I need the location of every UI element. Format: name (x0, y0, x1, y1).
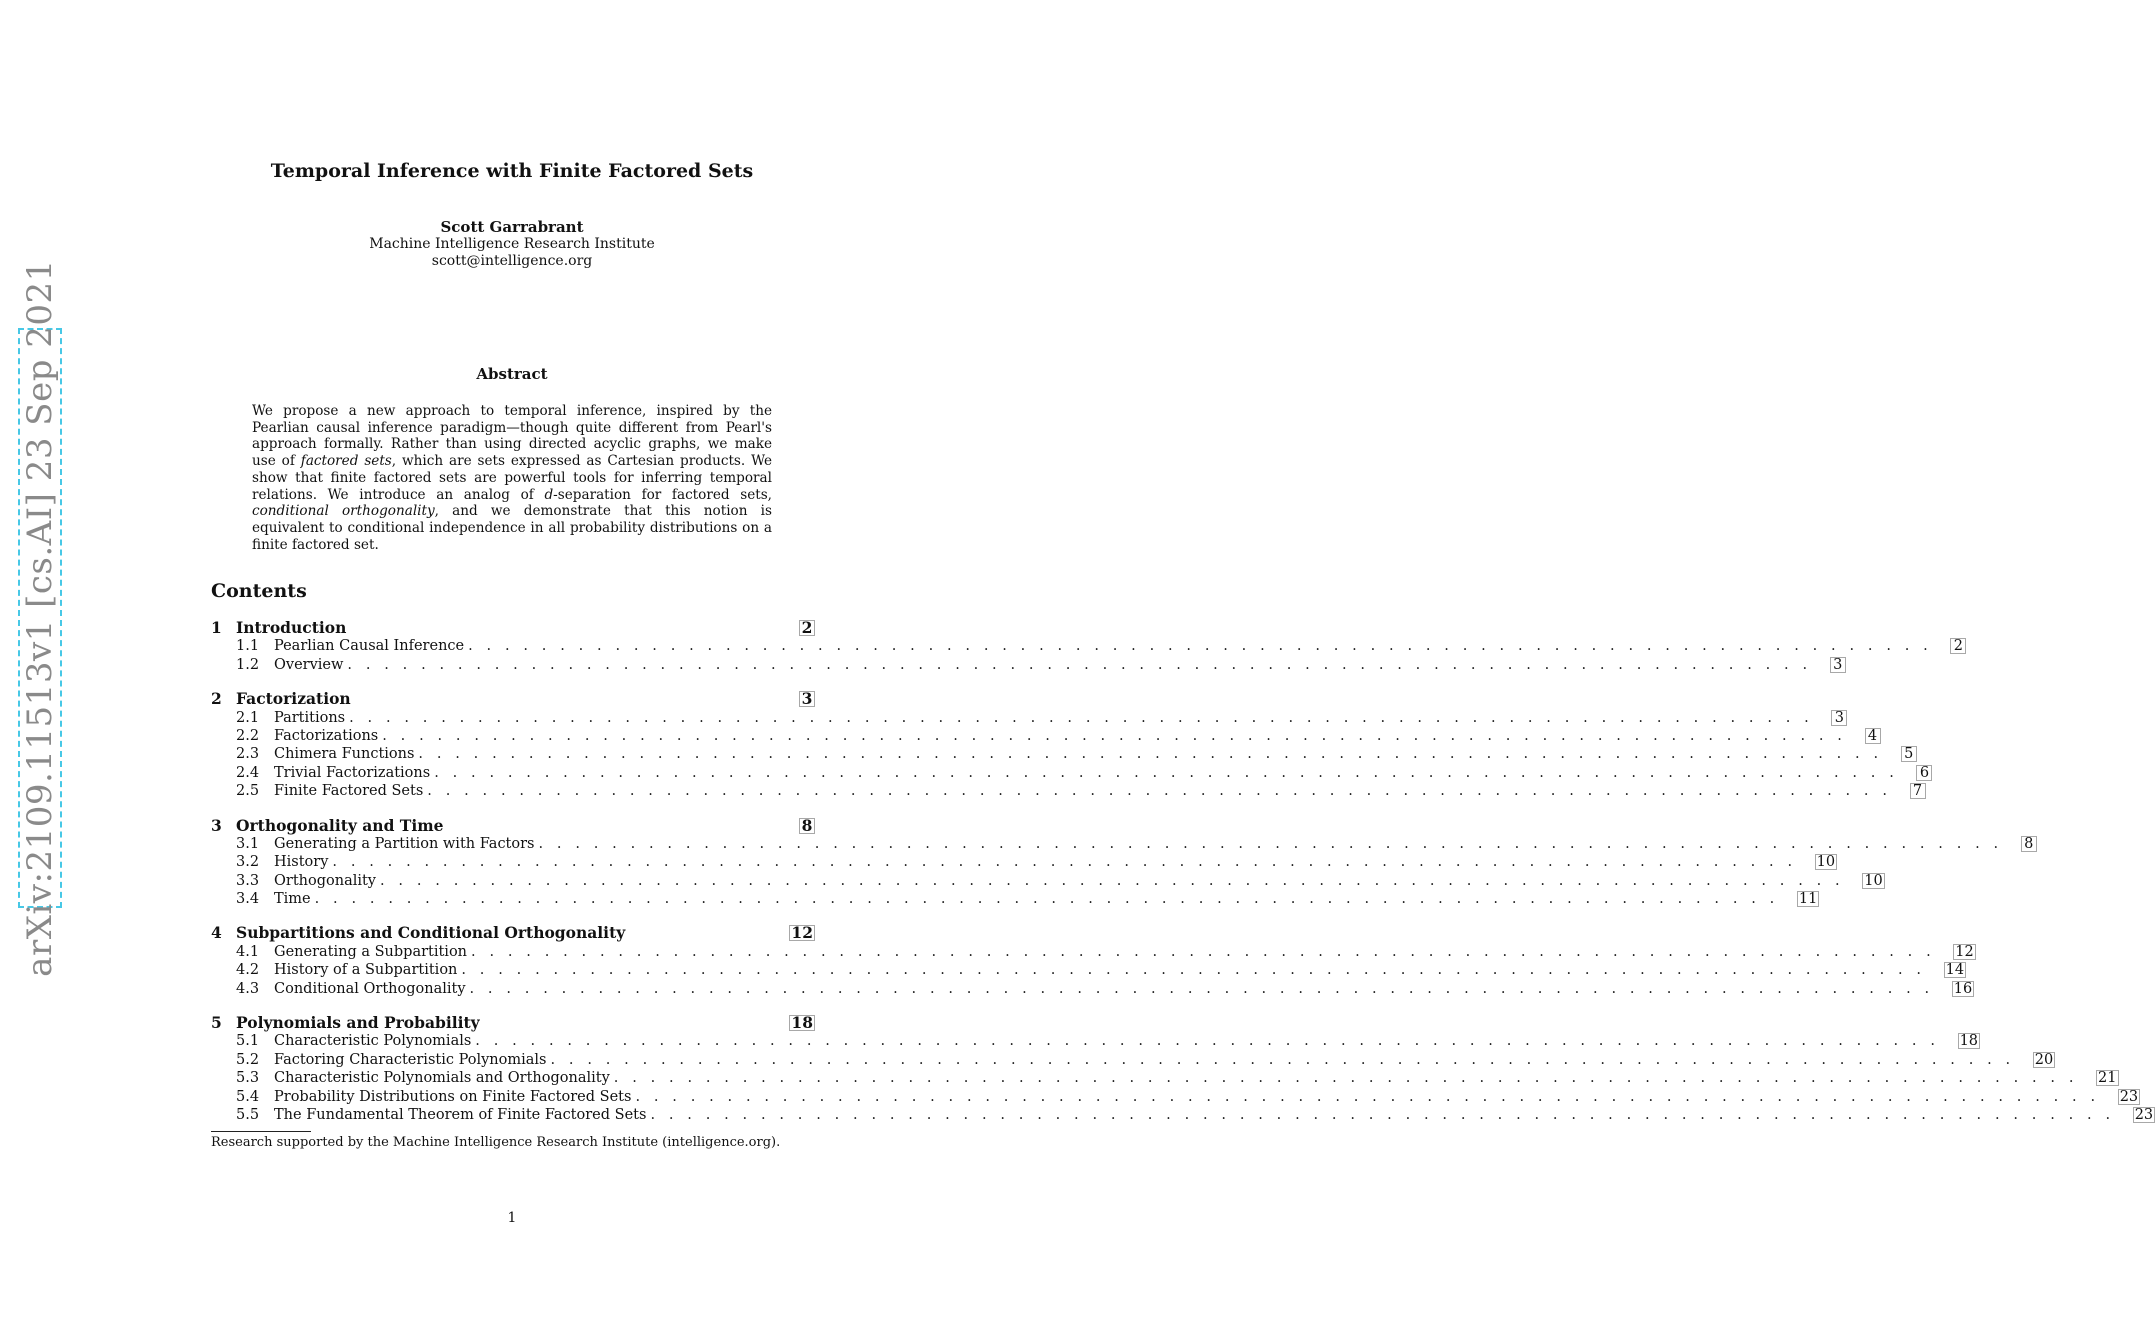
toc-title[interactable]: Orthogonality (274, 872, 377, 889)
toc-number: 2 (211, 689, 222, 709)
toc-subsection-entry[interactable] (211, 1069, 2117, 1087)
toc-section (211, 923, 1974, 998)
footnote: Research supported by the Machine Intelligence Research Institute (intelligence.org). (211, 1135, 781, 1150)
toc-number: 4 (211, 923, 222, 943)
toc-page-link[interactable]: 11 (1798, 891, 1818, 908)
toc-section-entry[interactable] (211, 619, 815, 637)
author-email[interactable]: scott@intelligence.org (431, 253, 593, 269)
toc-title[interactable]: Characteristic Polynomials and Orthogonality (274, 1070, 610, 1087)
toc-number: 5 (211, 1013, 222, 1033)
toc-title[interactable]: Generating a Subpartition (274, 943, 468, 960)
toc-title[interactable]: Time (274, 891, 311, 908)
toc-page-link[interactable]: 7 (1910, 783, 1926, 799)
toc-subsection-entry[interactable] (211, 872, 1883, 890)
toc-title[interactable]: Characteristic Polynomials (274, 1033, 472, 1050)
toc-title[interactable]: Factorizations (274, 727, 379, 744)
paper-title: Temporal Inference with Finite Factored Sets (270, 160, 754, 182)
toc-page-link[interactable]: 2 (1950, 638, 1966, 654)
toc-dot-leader: . . . . . . . . . . . . . . . . . . . . . . . . . . . . . . . . . . . . . . . . . . . . . . . . . . . . . . . . . . . . . . . . . . . . . . . . . . . . . . . . (635, 1088, 2100, 1105)
toc-subsection-entry[interactable] (211, 835, 2034, 853)
abstract-text: , which are sets expressed as Cartesian products. We show that finite factored sets are powerful tools for inferring temporal relations. We introduce an analog of (252, 453, 773, 503)
toc-page-link[interactable]: 16 (1953, 980, 1973, 997)
toc-title[interactable]: Pearlian Causal Inference (274, 638, 465, 655)
toc-dot-leader: . . . . . . . . . . . . . . . . . . . . . . . . . . . . . . . . . . . . . . . . . . . . . . . . . . . . . . . . . . . . . . . . . . . . . . . . . . . . . . . . (550, 1051, 2015, 1068)
toc-dot-leader: . . . . . . . . . . . . . . . . . . . . . . . . . . . . . . . . . . . . . . . . . . . . . . . . . . . . . . . . . . . . . . . . . . . . . . . . . . . . . . . . (613, 1070, 2079, 1087)
toc-title[interactable]: Probability Distributions on Finite Factored Sets (274, 1088, 632, 1105)
toc-page-link[interactable]: 20 (2034, 1051, 2054, 1068)
table-of-contents (211, 618, 2154, 1140)
toc-subsection-entry[interactable] (211, 1032, 1979, 1050)
toc-title[interactable]: History of a Subpartition (274, 962, 458, 979)
toc-subsection-entry[interactable] (211, 709, 1844, 727)
toc-number: 5.5 (236, 1106, 260, 1123)
toc-title[interactable]: Polynomials and Probability (236, 1013, 480, 1033)
toc-number: 5.3 (236, 1070, 260, 1087)
toc-title[interactable]: Conditional Orthogonality (274, 980, 466, 997)
abstract-text: We propose a new approach to temporal inference, inspired by the Pearlian causal inference paradigm—though quite different from Pearl's approach formally. Rather than using directed acyclic graphs, we make use of (252, 403, 772, 470)
toc-subsection-entry[interactable] (211, 727, 1878, 745)
toc-number: 4.1 (236, 943, 260, 960)
toc-dot-leader: . . . . . . . . . . . . . . . . . . . . . . . . . . . . . . . . . . . . . . . . . . . . . . . . . . . . . . . . . . . . . . . . . . . . . . . . . . . . . . . . (382, 727, 1847, 744)
toc-page-link[interactable]: 2 (799, 620, 815, 636)
toc-dot-leader: . . . . . . . . . . . . . . . . . . . . . . . . . . . . . . . . . . . . . . . . . . . . . . . . . . . . . . . . . . . . . . . . . . . . . . . . . . . . . . . . (538, 835, 2003, 852)
toc-number: 4.2 (236, 962, 260, 979)
abstract-emphasis: d (544, 486, 554, 503)
author-affiliation: Machine Intelligence Research Institute (369, 236, 655, 252)
toc-dot-leader: . . . . . . . . . . . . . . . . . . . . . . . . . . . . . . . . . . . . . . . . . . . . . . . . . . . . . . . . . . . . . . . . . . . . . . . . . . . . . . . . (349, 709, 1814, 726)
toc-title[interactable]: Trivial Factorizations (274, 764, 431, 781)
toc-page-link[interactable]: 18 (791, 1013, 813, 1033)
toc-page-link[interactable]: 12 (791, 923, 813, 943)
toc-subsection-entry[interactable] (211, 961, 1965, 979)
toc-subsection-entry[interactable] (211, 890, 1818, 908)
abstract-emphasis: conditional orthogonality (252, 503, 435, 520)
toc-dot-leader: . . . . . . . . . . . . . . . . . . . . . . . . . . . . . . . . . . . . . . . . . . . . . . . . . . . . . . . . . . . . . . . . . . . . . . . . . . . . . . . . (314, 891, 1779, 908)
toc-title[interactable]: Generating a Partition with Factors (274, 835, 535, 852)
author-name: Scott Garrabrant (440, 218, 584, 236)
toc-dot-leader: . . . . . . . . . . . . . . . . . . . . . . . . . . . . . . . . . . . . . . . . . . . . . . . . . . . . . . . . . . . . . . . . . . . . . . . . . . . . . . . . (347, 656, 1812, 673)
toc-subsection-entry[interactable] (211, 637, 1963, 655)
toc-page-link[interactable]: 12 (1955, 943, 1974, 960)
toc-title[interactable]: Overview (274, 656, 344, 673)
toc-number: 5.4 (236, 1088, 260, 1105)
toc-subsection-entry[interactable] (211, 764, 1930, 782)
toc-dot-leader: . . . . . . . . . . . . . . . . . . . . . . . . . . . . . . . . . . . . . . . . . . . . . . . . . . . . . . . . . . . . . . . . . . . . . . . . . . . . . . . . (461, 962, 1926, 979)
toc-page-link[interactable]: 23 (2134, 1106, 2154, 1123)
toc-section-entry[interactable] (211, 924, 815, 942)
toc-section (211, 815, 2034, 909)
toc-section (211, 1013, 2154, 1124)
toc-number: 1 (211, 618, 222, 637)
toc-page-link[interactable]: 21 (2098, 1070, 2117, 1087)
toc-number: 2.4 (236, 764, 260, 781)
toc-number: 2.5 (236, 783, 260, 800)
toc-section (211, 618, 1963, 674)
toc-page-link[interactable]: 23 (2119, 1088, 2139, 1105)
toc-number: 3.2 (236, 854, 260, 871)
toc-dot-leader: . . . . . . . . . . . . . . . . . . . . . . . . . . . . . . . . . . . . . . . . . . . . . . . . . . . . . . . . . . . . . . . . . . . . . . . . . . . . . . . . (332, 854, 1797, 871)
toc-section-entry[interactable] (211, 690, 815, 708)
toc-subsection-entry[interactable] (211, 1051, 2054, 1069)
toc-page-link[interactable]: 8 (2021, 836, 2037, 852)
toc-subsection-entry[interactable] (211, 943, 1974, 961)
toc-title[interactable]: The Fundamental Theorem of Finite Factored Sets (274, 1106, 647, 1123)
toc-number: 3 (211, 815, 222, 835)
toc-number: 3.1 (236, 835, 260, 852)
toc-title[interactable]: Factoring Characteristic Polynomials (274, 1051, 547, 1068)
toc-title[interactable]: Finite Factored Sets (274, 783, 424, 800)
toc-page-link[interactable]: 14 (1945, 962, 1965, 979)
abstract-body (252, 403, 772, 553)
toc-dot-leader: . . . . . . . . . . . . . . . . . . . . . . . . . . . . . . . . . . . . . . . . . . . . . . . . . . . . . . . . . . . . . . . . . . . . . . . . . . . . . . . . (469, 980, 1934, 997)
toc-page-link[interactable]: 10 (1864, 872, 1883, 889)
toc-dot-leader: . . . . . . . . . . . . . . . . . . . . . . . . . . . . . . . . . . . . . . . . . . . . . . . . . . . . . . . . . . . . . . . . . . . . . . . . . . . . . . . . (380, 872, 1845, 889)
toc-subsection-entry[interactable] (211, 745, 1914, 763)
toc-subsection-entry[interactable] (211, 980, 1973, 998)
abstract-heading: Abstract (476, 365, 548, 383)
toc-title[interactable]: Introduction (236, 618, 347, 637)
toc-number: 3.3 (236, 872, 260, 889)
toc-title[interactable]: History (274, 854, 329, 871)
toc-number: 2.3 (236, 746, 260, 763)
abstract-text: , and we demonstrate that this notion is equivalent to conditional independence in all probability distributions on a finite factored set. (252, 503, 773, 553)
toc-section-entry[interactable] (211, 817, 815, 835)
author-block (0, 219, 1024, 270)
toc-dot-leader: . . . . . . . . . . . . . . . . . . . . . . . . . . . . . . . . . . . . . . . . . . . . . . . . . . . . . . . . . . . . . . . . . . . . . . . . . . . . . . . . (471, 943, 1936, 960)
toc-subsection-entry[interactable] (211, 853, 1836, 871)
arxiv-stamp-text: arXiv:2109.11513v1 [cs.AI] 23 Sep 2021 (20, 259, 60, 977)
toc-subsection-entry[interactable] (211, 1088, 2139, 1106)
toc-subsection-entry[interactable] (211, 1106, 2154, 1124)
toc-dot-leader: . . . . . . . . . . . . . . . . . . . . . . . . . . . . . . . . . . . . . . . . . . . . . . . . . . . . . . . . . . . . . . . . . . . . . . . . . . . . . . . . (468, 638, 1933, 655)
toc-title[interactable]: Subpartitions and Conditional Orthogonality (236, 923, 626, 943)
toc-page-link[interactable]: 10 (1816, 854, 1836, 871)
toc-number: 5.2 (236, 1051, 260, 1068)
abstract-text: -separation for factored sets, (553, 486, 772, 503)
toc-number: 3.4 (236, 891, 260, 908)
toc-dot-leader: . . . . . . . . . . . . . . . . . . . . . . . . . . . . . . . . . . . . . . . . . . . . . . . . . . . . . . . . . . . . . . . . . . . . . . . . . . . . . . . . (475, 1033, 1940, 1050)
toc-dot-leader: . . . . . . . . . . . . . . . . . . . . . . . . . . . . . . . . . . . . . . . . . . . . . . . . . . . . . . . . . . . . . . . . . . . . . . . . . . . . . . . . (427, 783, 1892, 800)
toc-title[interactable]: Chimera Functions (274, 746, 415, 763)
toc-page-link[interactable]: 3 (1830, 657, 1846, 673)
toc-number: 4.3 (236, 980, 260, 997)
toc-page-link[interactable]: 3 (1831, 710, 1847, 726)
toc-number: 5.1 (236, 1033, 260, 1050)
toc-section-entry[interactable] (211, 1014, 815, 1032)
toc-title[interactable]: Partitions (274, 709, 346, 726)
toc-subsection-entry[interactable] (211, 782, 1923, 800)
toc-number: 2.1 (236, 709, 260, 726)
abstract-emphasis: factored sets (300, 453, 392, 470)
toc-page-link[interactable]: 6 (1916, 765, 1932, 781)
toc-page-link[interactable]: 3 (799, 691, 815, 707)
toc-page-link[interactable]: 4 (1865, 728, 1881, 744)
arxiv-stamp (18, 259, 62, 977)
contents-heading: Contents (211, 580, 307, 602)
toc-dot-leader: . . . . . . . . . . . . . . . . . . . . . . . . . . . . . . . . . . . . . . . . . . . . . . . . . . . . . . . . . . . . . . . . . . . . . . . . . . . . . . . . (418, 746, 1883, 763)
toc-title[interactable]: Orthogonality and Time (236, 815, 444, 835)
toc-number: 1.1 (236, 638, 260, 655)
toc-number: 2.2 (236, 727, 260, 744)
toc-dot-leader: . . . . . . . . . . . . . . . . . . . . . . . . . . . . . . . . . . . . . . . . . . . . . . . . . . . . . . . . . . . . . . . . . . . . . . . . . . . . . . . . (434, 764, 1899, 781)
toc-page-link[interactable]: 8 (799, 818, 815, 834)
footnote-rule (211, 1131, 311, 1132)
page-number: 1 (507, 1210, 517, 1226)
toc-page-link[interactable]: 5 (1901, 746, 1917, 762)
toc-subsection-entry[interactable] (211, 656, 1843, 674)
toc-number: 1.2 (236, 656, 260, 673)
toc-dot-leader: . . . . . . . . . . . . . . . . . . . . . . . . . . . . . . . . . . . . . . . . . . . . . . . . . . . . . . . . . . . . . . . . . . . . . . . . . . . . . . . . (650, 1106, 2115, 1123)
toc-page-link[interactable]: 18 (1959, 1033, 1979, 1050)
toc-title[interactable]: Factorization (236, 689, 351, 709)
toc-section (211, 689, 1930, 800)
